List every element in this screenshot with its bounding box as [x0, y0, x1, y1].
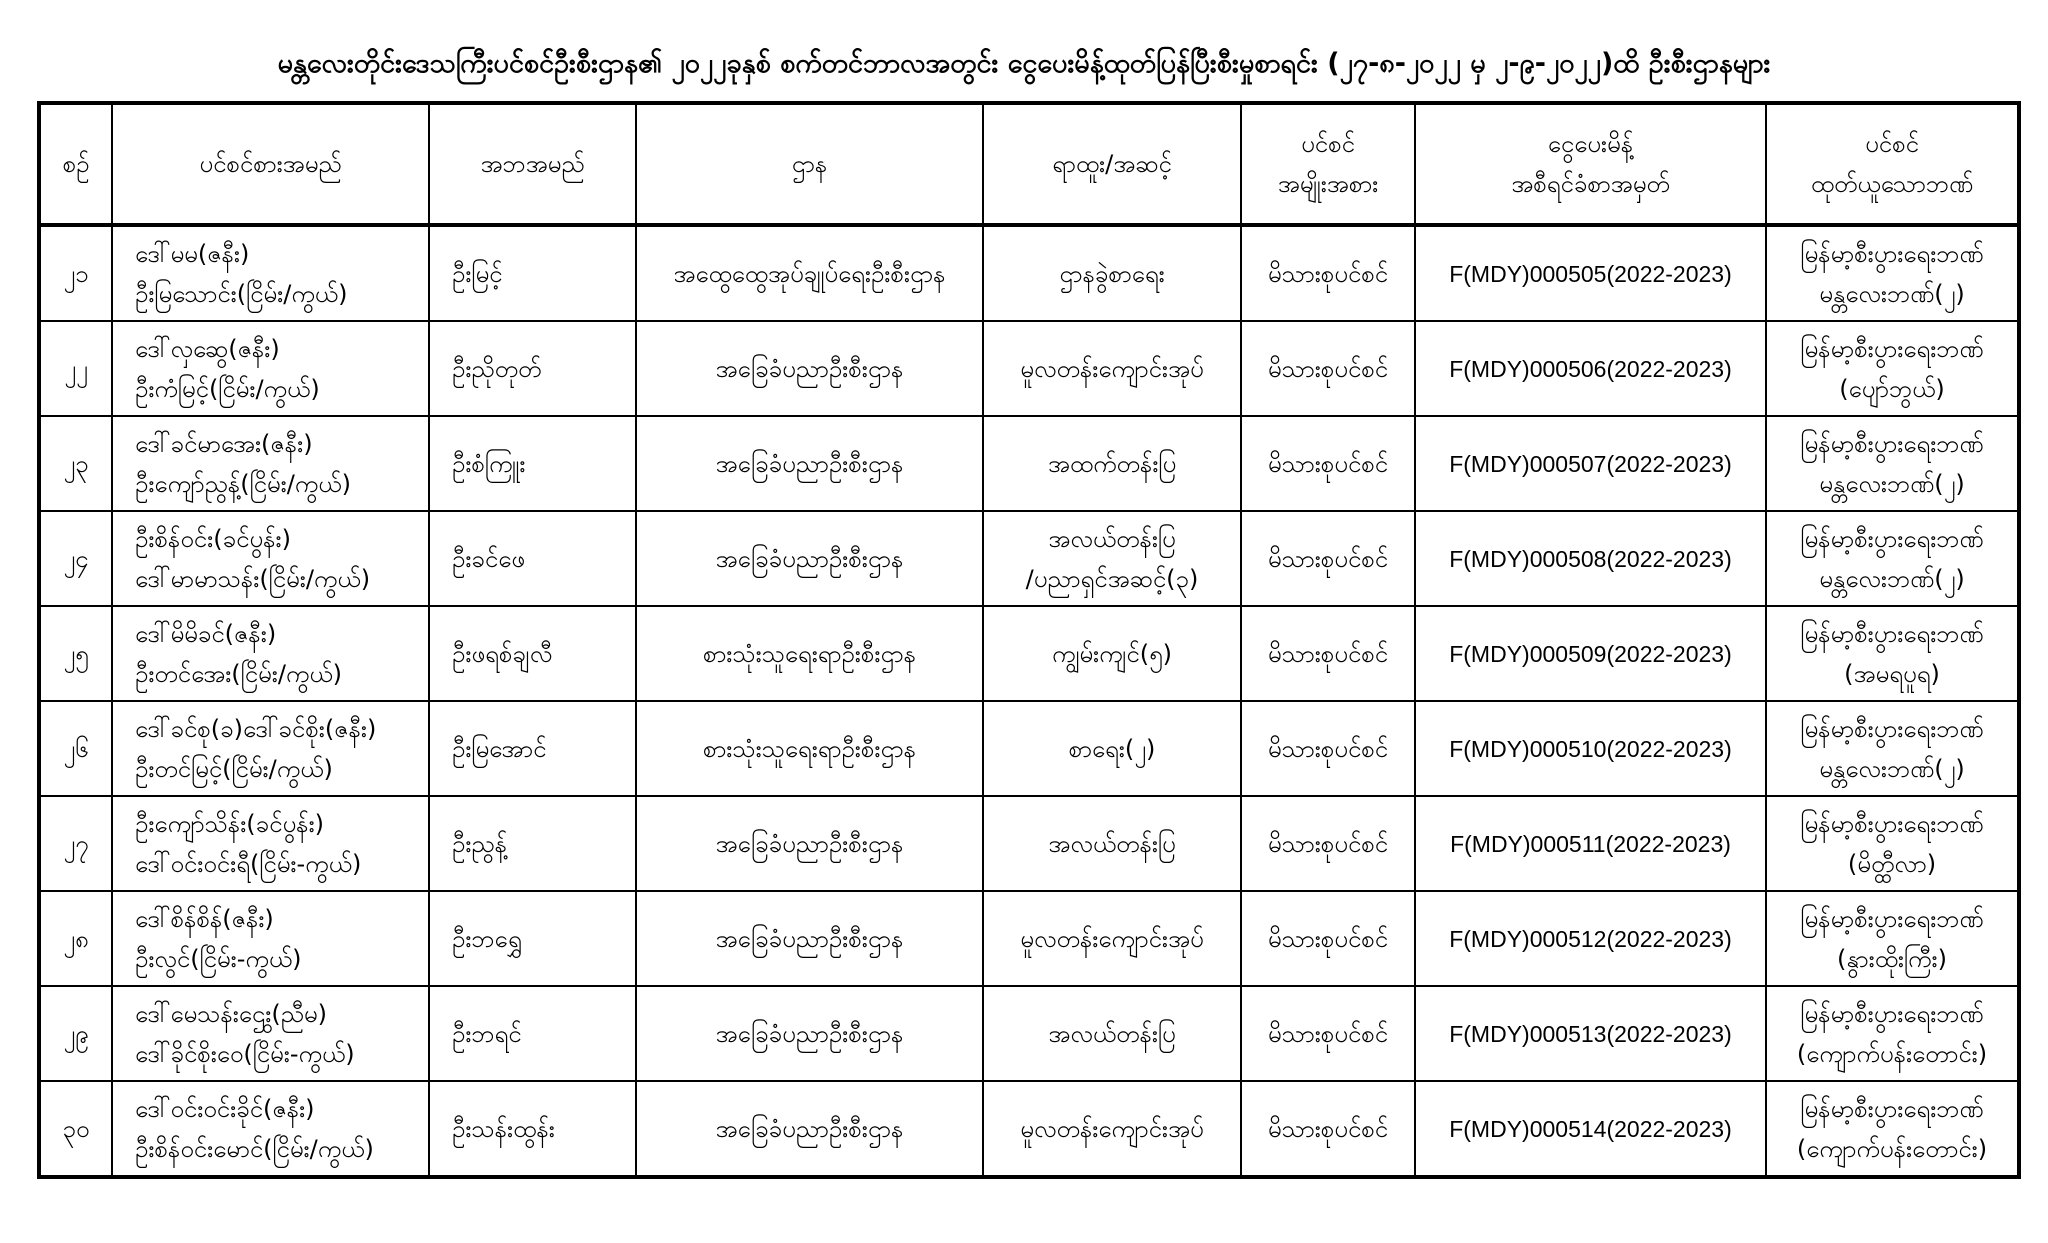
pensioner-name-line2: ဒေါ်ဝင်းဝင်းရီ(ငြိမ်း-ကွယ်): [135, 849, 362, 878]
header-receipt-line1: ငွေပေးမိန့်: [1547, 130, 1634, 158]
pension-type-cell: မိသားစုပင်စင်: [1241, 225, 1415, 321]
table-row: [39, 891, 2019, 986]
pensioner-name-line1: ဒေါ်လှဆွေ(ဇနီး): [135, 334, 280, 363]
serial-cell: ၂၅: [39, 606, 112, 701]
receipt-number-cell: F(MDY)000513(2022-2023): [1415, 986, 1766, 1081]
father-name-cell: ဦးညိုတုတ်: [429, 321, 636, 416]
department-cell: အခြေခံပညာဦးစီးဌာန: [636, 986, 983, 1081]
bank-line1: မြန်မာ့စီးပွားရေးဘဏ်: [1800, 619, 1984, 648]
rank-cell: [983, 225, 1241, 321]
pension-type-cell: မိသားစုပင်စင်: [1241, 891, 1415, 986]
pensioner-name-line2: ဦးတင်မြင့်(ငြိမ်း/ကွယ်): [135, 754, 333, 783]
receipt-number-cell: F(MDY)000509(2022-2023): [1415, 606, 1766, 701]
father-name-cell: ဦးမြင့်: [429, 225, 636, 321]
father-name-cell: ဦးညွန့်: [429, 796, 636, 891]
pensioner-name-cell: [112, 1081, 429, 1177]
issuing-bank-cell: [1766, 225, 2019, 321]
table-row: [39, 225, 2019, 321]
rank-cell: [983, 321, 1241, 416]
department-cell: အခြေခံပညာဦးစီးဌာန: [636, 796, 983, 891]
header-pension-type: [1241, 103, 1415, 225]
receipt-number-cell: F(MDY)000505(2022-2023): [1415, 225, 1766, 321]
pensioner-name-line1: ဦးစိန်ဝင်း(ခင်ပွန်း): [135, 524, 291, 553]
rank-line1: အလယ်တန်းပြ: [1048, 1019, 1176, 1048]
rank-line1: အလယ်တန်းပြ: [1048, 524, 1176, 553]
receipt-number-cell: F(MDY)000508(2022-2023): [1415, 511, 1766, 606]
pensioner-name-line2: ဦးတင်အေး(ငြိမ်း/ကွယ်): [135, 659, 343, 688]
receipt-number-cell: F(MDY)000512(2022-2023): [1415, 891, 1766, 986]
serial-cell: ၂၄: [39, 511, 112, 606]
bank-line2: မန္တလေးဘဏ်(၂): [1819, 279, 1965, 308]
department-cell: စားသုံးသူရေးရာဦးစီးဌာန: [636, 606, 983, 701]
header-pensioner-name: ပင်စင်စားအမည်: [112, 103, 429, 225]
serial-cell: ၃၀: [39, 1081, 112, 1177]
header-bank-line2: ထုတ်ယူသောဘဏ်: [1810, 170, 1974, 198]
bank-line1: မြန်မာ့စီးပွားရေးဘဏ်: [1800, 524, 1984, 553]
department-cell: အခြေခံပညာဦးစီးဌာန: [636, 321, 983, 416]
bank-line2: (ပျော်ဘွယ်): [1839, 374, 1945, 403]
pensioner-name-line2: ဦးလွင်(ငြိမ်း-ကွယ်): [135, 944, 302, 973]
pensioner-name-cell: [112, 606, 429, 701]
department-cell: အခြေခံပညာဦးစီးဌာန: [636, 416, 983, 511]
bank-line2: (ကျောက်ပန်းတောင်း): [1796, 1134, 1988, 1163]
table-row: [39, 511, 2019, 606]
pensioner-name-line1: ဒေါ်မိမိခင်(ဇနီး): [135, 619, 277, 648]
bank-line2: (အမရပူရ): [1844, 659, 1940, 688]
rank-cell: [983, 606, 1241, 701]
issuing-bank-cell: [1766, 891, 2019, 986]
rank-cell: [983, 796, 1241, 891]
header-pension-type-line1: ပင်စင်: [1301, 130, 1355, 158]
issuing-bank-cell: [1766, 701, 2019, 796]
header-receipt-line2: အစီရင်ခံစာအမှတ်: [1511, 170, 1670, 198]
bank-line1: မြန်မာ့စီးပွားရေးဘဏ်: [1800, 999, 1984, 1028]
serial-cell: ၂၇: [39, 796, 112, 891]
rank-line1: စာရေး(၂): [1068, 734, 1156, 763]
pension-type-cell: မိသားစုပင်စင်: [1241, 701, 1415, 796]
rank-cell: [983, 986, 1241, 1081]
serial-cell: ၂၈: [39, 891, 112, 986]
bank-line1: မြန်မာ့စီးပွားရေးဘဏ်: [1800, 1094, 1984, 1123]
pensioner-name-cell: [112, 796, 429, 891]
table-row: [39, 986, 2019, 1081]
rank-line1: မူလတန်းကျောင်းအုပ်: [1020, 1114, 1204, 1143]
table-row: [39, 701, 2019, 796]
serial-cell: ၂၃: [39, 416, 112, 511]
pensioner-name-cell: [112, 321, 429, 416]
issuing-bank-cell: [1766, 796, 2019, 891]
header-rank: [983, 103, 1241, 225]
receipt-number-cell: F(MDY)000511(2022-2023): [1415, 796, 1766, 891]
pensioner-name-cell: [112, 511, 429, 606]
bank-line2: မန္တလေးဘဏ်(၂): [1819, 564, 1965, 593]
rank-line1: အလယ်တန်းပြ: [1048, 829, 1176, 858]
serial-cell: ၂၆: [39, 701, 112, 796]
header-rank-label: ရာထူး/အဆင့်: [1052, 150, 1172, 178]
pensioner-name-line2: ဒေါ်မာမာသန်း(ငြိမ်း/ကွယ်): [135, 564, 371, 593]
pensioner-name-line2: ဒေါ်ခိုင်စိုးဝေ(ငြိမ်း-ကွယ်): [135, 1039, 355, 1068]
issuing-bank-cell: [1766, 321, 2019, 416]
rank-cell: [983, 701, 1241, 796]
bank-line1: မြန်မာ့စီးပွားရေးဘဏ်: [1800, 714, 1984, 743]
serial-cell: ၂၉: [39, 986, 112, 1081]
pensioner-name-cell: [112, 416, 429, 511]
pensioner-name-line1: ဒေါ်ဝင်းဝင်းခိုင်(ဇနီး): [135, 1094, 315, 1123]
header-department: ဌာန: [636, 103, 983, 225]
pensioner-name-line1: ဒေါ်စိန်စိန်(ဇနီး): [135, 904, 274, 933]
header-father-name: အဘအမည်: [429, 103, 636, 225]
table-row: [39, 1081, 2019, 1177]
pensioner-name-cell: [112, 701, 429, 796]
table-header-row: [39, 103, 2019, 225]
header-receipt-number: [1415, 103, 1766, 225]
pension-type-cell: မိသားစုပင်စင်: [1241, 606, 1415, 701]
pensioner-name-line2: ဦးစိန်ဝင်းမောင်(ငြိမ်း/ကွယ်): [135, 1134, 374, 1163]
pension-type-cell: မိသားစုပင်စင်: [1241, 1081, 1415, 1177]
bank-line2: မန္တလေးဘဏ်(၂): [1819, 754, 1965, 783]
issuing-bank-cell: [1766, 416, 2019, 511]
pensioner-name-line1: ဒေါ်မမ(ဇနီး): [135, 239, 250, 268]
department-cell: စားသုံးသူရေးရာဦးစီးဌာန: [636, 701, 983, 796]
receipt-number-cell: F(MDY)000506(2022-2023): [1415, 321, 1766, 416]
pensioner-name-line1: ဒေါ်မေသန်းဌွေး(ညီမ): [135, 999, 327, 1028]
issuing-bank-cell: [1766, 511, 2019, 606]
father-name-cell: ဦးသန်းထွန်း: [429, 1081, 636, 1177]
table-row: [39, 606, 2019, 701]
issuing-bank-cell: [1766, 1081, 2019, 1177]
bank-line2: (နွားထိုးကြီး): [1837, 944, 1947, 973]
rank-cell: [983, 891, 1241, 986]
bank-line1: မြန်မာ့စီးပွားရေးဘဏ်: [1800, 904, 1984, 933]
pension-type-cell: မိသားစုပင်စင်: [1241, 986, 1415, 1081]
header-pension-type-line2: အမျိုးအစား: [1277, 170, 1379, 198]
rank-line1: မူလတန်းကျောင်းအုပ်: [1020, 354, 1204, 383]
father-name-cell: ဦးဖရစ်ချလီ: [429, 606, 636, 701]
header-issuing-bank: [1766, 103, 2019, 225]
father-name-cell: ဦးစံကြူး: [429, 416, 636, 511]
pensioner-name-line2: ဦးမြသောင်း(ငြိမ်း/ကွယ်): [135, 279, 348, 308]
pensioner-name-line1: ဒေါ်ခင်စု(ခ)ဒေါ်ခင်စိုး(ဇနီး): [135, 714, 377, 743]
pension-type-cell: မိသားစုပင်စင်: [1241, 321, 1415, 416]
header-serial: စဉ်: [39, 103, 112, 225]
bank-line1: မြန်မာ့စီးပွားရေးဘဏ်: [1800, 239, 1984, 268]
serial-cell: ၂၁: [39, 225, 112, 321]
rank-line1: ဌာနခွဲစာရေး: [1059, 259, 1165, 288]
father-name-cell: ဦးမြအောင်: [429, 701, 636, 796]
table-row: [39, 321, 2019, 416]
father-name-cell: ဦးခင်ဖေ: [429, 511, 636, 606]
pension-type-cell: မိသားစုပင်စင်: [1241, 796, 1415, 891]
pensioner-name-line2: ဦးကံမြင့်(ငြိမ်း/ကွယ်): [135, 374, 320, 403]
bank-line2: မန္တလေးဘဏ်(၂): [1819, 469, 1965, 498]
issuing-bank-cell: [1766, 986, 2019, 1081]
father-name-cell: ဦးဘရွှေ: [429, 891, 636, 986]
rank-line1: ကျွမ်းကျင်(၅): [1052, 639, 1172, 668]
pension-table: [37, 101, 2021, 1179]
bank-line1: မြန်မာ့စီးပွားရေးဘဏ်: [1800, 809, 1984, 838]
rank-line2: /ပညာရှင်အဆင့်(၃): [1025, 564, 1199, 593]
pensioner-name-line2: ဦးကျော်ညွန့်(ငြိမ်း/ကွယ်): [135, 469, 351, 498]
rank-cell: [983, 416, 1241, 511]
pensioner-name-line1: ဒေါ်ခင်မာအေး(ဇနီး): [135, 429, 313, 458]
rank-cell: [983, 511, 1241, 606]
header-bank-line1: ပင်စင်: [1865, 130, 1919, 158]
bank-line2: (မိတ္ထီလာ): [1847, 849, 1937, 878]
document-title: မန္တလေးတိုင်းဒေသကြီးပင်စင်ဦးစီးဌာန၏ ၂၀၂၂ခုနှစ် စက်တင်ဘာလအတွင်း ငွေပေးမိန့်ထုတ်ပြန်ပြီးစီးမှုစာရင်း (၂၇-၈-၂၀၂၂ မှ ၂-၉-၂၀၂၂)ထိ ဦးစီးဌာနများ: [277, 48, 1771, 79]
rank-cell: [983, 1081, 1241, 1177]
serial-cell: ၂၂: [39, 321, 112, 416]
issuing-bank-cell: [1766, 606, 2019, 701]
department-cell: အထွေထွေအုပ်ချုပ်ရေးဦးစီးဌာန: [636, 225, 983, 321]
father-name-cell: ဦးဘရင်: [429, 986, 636, 1081]
receipt-number-cell: F(MDY)000510(2022-2023): [1415, 701, 1766, 796]
bank-line1: မြန်မာ့စီးပွားရေးဘဏ်: [1800, 429, 1984, 458]
pension-type-cell: မိသားစုပင်စင်: [1241, 511, 1415, 606]
rank-line1: မူလတန်းကျောင်းအုပ်: [1020, 924, 1204, 953]
rank-line1: အထက်တန်းပြ: [1047, 449, 1177, 478]
bank-line1: မြန်မာ့စီးပွားရေးဘဏ်: [1800, 334, 1984, 363]
department-cell: အခြေခံပညာဦးစီးဌာန: [636, 511, 983, 606]
pensioner-name-line1: ဦးကျော်သိန်း(ခင်ပွန်း): [135, 809, 325, 838]
pension-type-cell: မိသားစုပင်စင်: [1241, 416, 1415, 511]
bank-line2: (ကျောက်ပန်းတောင်း): [1796, 1039, 1988, 1068]
receipt-number-cell: F(MDY)000507(2022-2023): [1415, 416, 1766, 511]
table-body: [39, 225, 2019, 1177]
pensioner-name-cell: [112, 225, 429, 321]
department-cell: အခြေခံပညာဦးစီးဌာန: [636, 891, 983, 986]
pensioner-name-cell: [112, 891, 429, 986]
pensioner-name-cell: [112, 986, 429, 1081]
table-row: [39, 416, 2019, 511]
receipt-number-cell: F(MDY)000514(2022-2023): [1415, 1081, 1766, 1177]
department-cell: အခြေခံပညာဦးစီးဌာန: [636, 1081, 983, 1177]
table-row: [39, 796, 2019, 891]
